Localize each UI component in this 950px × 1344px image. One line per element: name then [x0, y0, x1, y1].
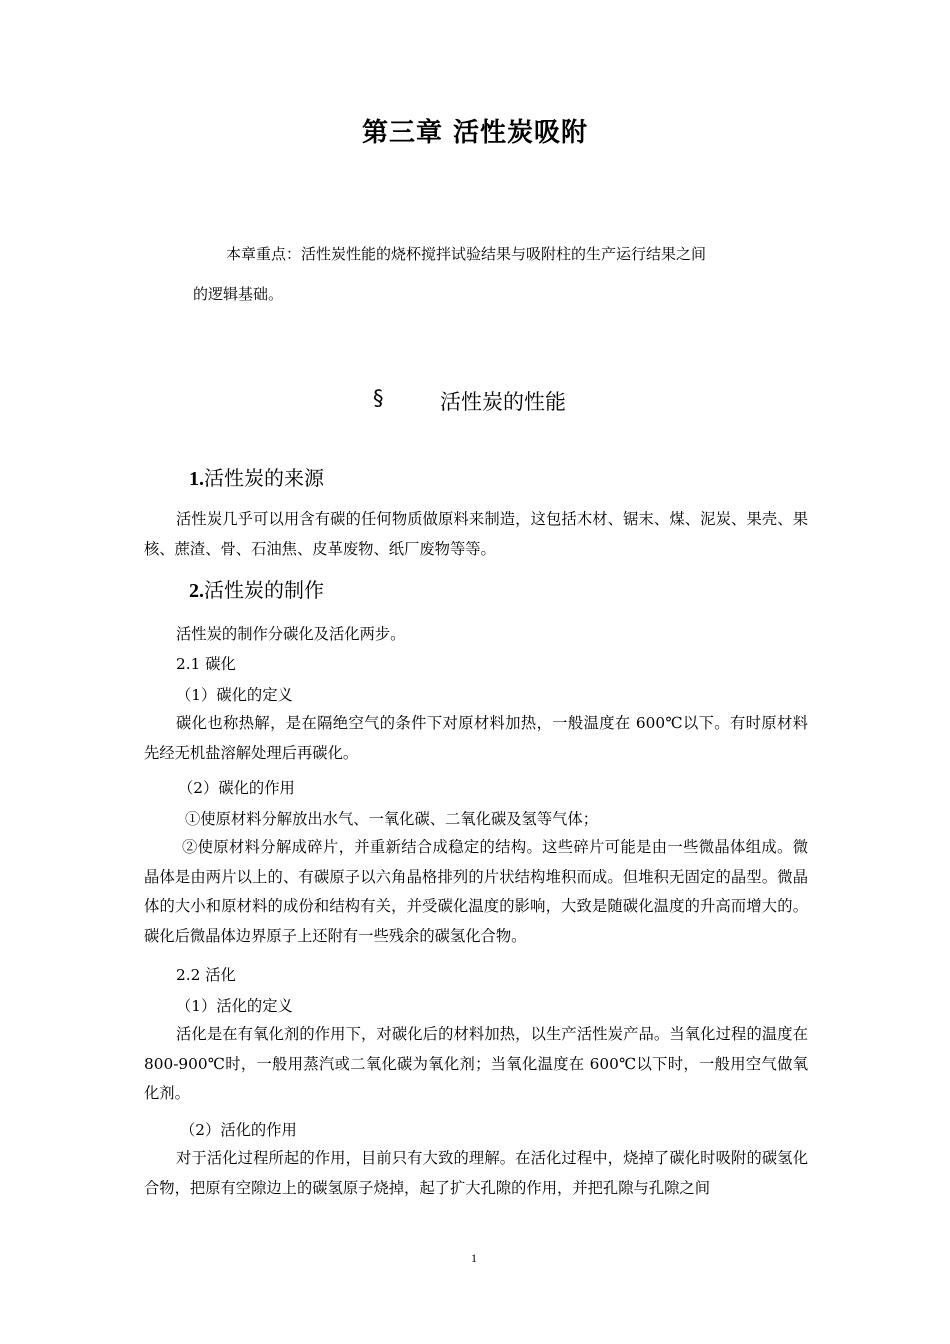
paragraph-activation-definition: 活化是在有氧化剂的作用下，对碳化后的材料加热，以生产活性炭产品。当氧化过程的温度在 800-900℃时，一般用蒸汽或二氧化碳为氧化剂；当氧化温度在 600℃以下时，一般用空气做氧化剂。	[144, 1025, 808, 1102]
section-symbol: §	[373, 386, 384, 410]
list-item-carbonization-role-1: ①使原材料分解放出水气、一氧化碳、二氧化碳及氢等气体；	[185, 810, 599, 828]
subheading-activation-role: （2）活化的作用	[180, 1121, 297, 1139]
paragraph-carbonization-definition: 碳化也称热解，是在隔绝空气的条件下对原材料加热，一般温度在 600℃以下。有时原材料先经无机盐溶解处理后再碳化。	[144, 714, 808, 762]
list-item-carbonization-role-2: ②使原材料分解成碎片，并重新结合成稳定的结构。这些碎片可能是由一些微晶体组成。微晶体是由两片以上的、有碳原子以六角晶格排列的片状结构堆积而成。但堆积无固定的晶型。微晶体的大小和原材料的成份和结构有关，并受碳化温度的影响，大致是随碳化温度的升高而增大的。碳化后微晶体边界原子上还附有一些残余的碳氢化合物。	[144, 838, 808, 945]
heading-2	[189, 574, 324, 603]
heading-1-number: 1.	[189, 468, 204, 490]
subheading-carbonization-role: （2）碳化的作用	[178, 779, 295, 797]
chapter-title: 第三章 活性炭吸附	[361, 118, 589, 148]
page-number: 1	[471, 1251, 477, 1265]
chapter-summary-line2: 的逻辑基础。	[193, 285, 284, 303]
heading-2-text: 活性炭的制作	[204, 578, 324, 602]
chapter-summary-line1: 本章重点：活性炭性能的烧杯搅拌试验结果与吸附柱的生产运行结果之间	[226, 245, 707, 263]
subheading-activation-definition: （1）活化的定义	[176, 997, 293, 1015]
heading-2-number: 2.	[189, 580, 204, 602]
subheading-carbonization: 2.1 碳化	[176, 655, 236, 673]
paragraph-production-intro: 活性炭的制作分碳化及活化两步。	[176, 625, 406, 643]
heading-1	[189, 462, 324, 491]
section-title: 活性炭的性能	[440, 390, 566, 414]
subheading-carbonization-definition: （1）碳化的定义	[176, 686, 293, 704]
paragraph-source: 活性炭几乎可以用含有碳的任何物质做原料来制造，这包括木材、锯末、煤、泥炭、果壳、果核、蔗渣、骨、石油焦、皮革废物、纸厂废物等等。	[144, 510, 808, 558]
subheading-activation: 2.2 活化	[176, 966, 236, 984]
paragraph-activation-role: 对于活化过程所起的作用，目前只有大致的理解。在活化过程中，烧掉了碳化时吸附的碳氢化合物，把原有空隙边上的碳氢原子烧掉，起了扩大孔隙的作用，并把孔隙与孔隙之间	[144, 1149, 808, 1197]
heading-1-text: 活性炭的来源	[204, 466, 324, 490]
